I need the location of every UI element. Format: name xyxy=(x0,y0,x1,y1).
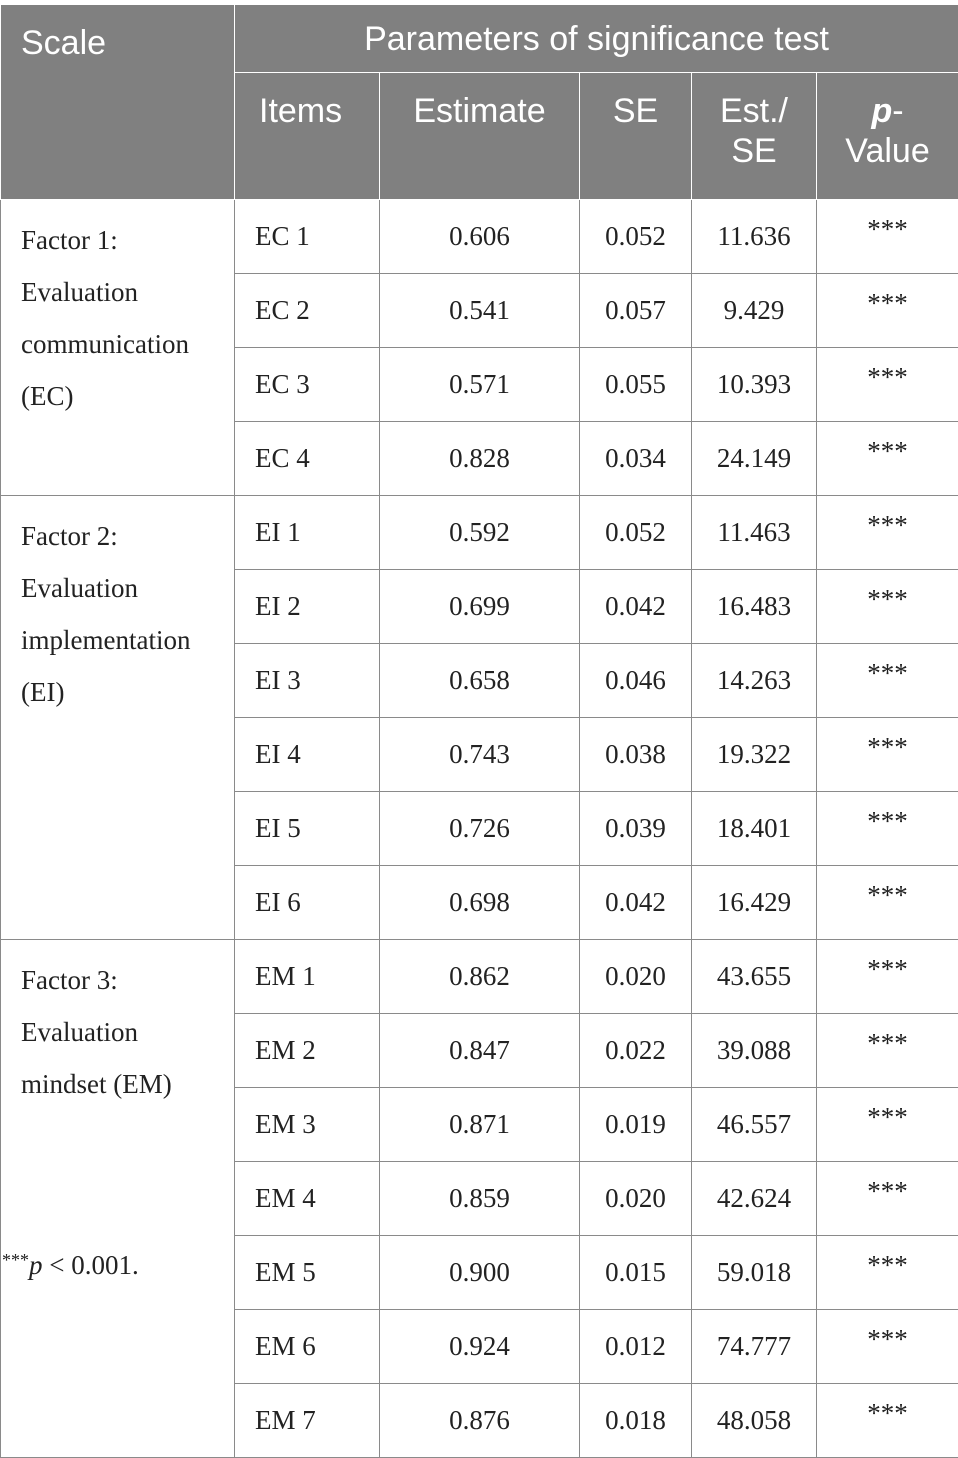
header-p-dash: - xyxy=(892,92,903,130)
estimate-cell: 0.658 xyxy=(380,644,580,718)
estimate-cell: 0.606 xyxy=(380,200,580,274)
item-cell: EM 6 xyxy=(235,1310,380,1384)
se-cell: 0.039 xyxy=(580,792,692,866)
se-cell: 0.015 xyxy=(580,1236,692,1310)
est-se-cell: 19.322 xyxy=(692,718,817,792)
item-cell: EI 5 xyxy=(235,792,380,866)
header-p-letter: p xyxy=(871,92,892,130)
scale-label-line: (EI) xyxy=(21,666,226,718)
estimate-cell: 0.698 xyxy=(380,866,580,940)
table-row xyxy=(1,496,958,570)
table-header xyxy=(1,5,958,200)
se-cell: 0.018 xyxy=(580,1384,692,1458)
item-cell: EC 1 xyxy=(235,200,380,274)
header-items: Items xyxy=(235,73,380,200)
scale-label-line: Factor 3: xyxy=(21,954,226,1006)
se-cell: 0.042 xyxy=(580,570,692,644)
scale-label-line: Evaluation xyxy=(21,562,226,614)
est-se-cell: 46.557 xyxy=(692,1088,817,1162)
p-value-cell: *** xyxy=(817,496,958,570)
se-cell: 0.020 xyxy=(580,1162,692,1236)
header-scale: Scale xyxy=(1,5,235,200)
header-est-se-bottom: SE xyxy=(731,132,776,170)
estimate-cell: 0.699 xyxy=(380,570,580,644)
se-cell: 0.055 xyxy=(580,348,692,422)
table-footnote xyxy=(2,1250,139,1281)
header-p-value xyxy=(817,73,958,200)
header-est-se-top: Est./ xyxy=(720,92,788,130)
se-cell: 0.020 xyxy=(580,940,692,1014)
estimate-cell: 0.859 xyxy=(380,1162,580,1236)
se-cell: 0.052 xyxy=(580,200,692,274)
p-value-cell: *** xyxy=(817,570,958,644)
item-cell: EI 2 xyxy=(235,570,380,644)
se-cell: 0.019 xyxy=(580,1088,692,1162)
estimate-cell: 0.924 xyxy=(380,1310,580,1384)
scale-label-line: Factor 1: xyxy=(21,214,226,266)
footnote-p: p xyxy=(29,1250,43,1280)
se-cell: 0.022 xyxy=(580,1014,692,1088)
se-cell: 0.034 xyxy=(580,422,692,496)
p-value-cell: *** xyxy=(817,1162,958,1236)
est-se-cell: 24.149 xyxy=(692,422,817,496)
p-value-cell: *** xyxy=(817,792,958,866)
header-se: SE xyxy=(580,73,692,200)
est-se-cell: 43.655 xyxy=(692,940,817,1014)
p-value-cell: *** xyxy=(817,644,958,718)
table-row xyxy=(1,200,958,274)
item-cell: EM 1 xyxy=(235,940,380,1014)
se-cell: 0.012 xyxy=(580,1310,692,1384)
item-cell: EI 3 xyxy=(235,644,380,718)
estimate-cell: 0.592 xyxy=(380,496,580,570)
p-value-cell: *** xyxy=(817,1236,958,1310)
footnote-stars: *** xyxy=(2,1250,29,1270)
estimate-cell: 0.871 xyxy=(380,1088,580,1162)
item-cell: EI 4 xyxy=(235,718,380,792)
p-value-cell: *** xyxy=(817,1384,958,1458)
item-cell: EM 5 xyxy=(235,1236,380,1310)
se-cell: 0.052 xyxy=(580,496,692,570)
scale-factor-cell xyxy=(1,200,235,496)
item-cell: EC 2 xyxy=(235,274,380,348)
est-se-cell: 10.393 xyxy=(692,348,817,422)
scale-factor-cell xyxy=(1,496,235,940)
est-se-cell: 42.624 xyxy=(692,1162,817,1236)
estimate-cell: 0.541 xyxy=(380,274,580,348)
est-se-cell: 11.636 xyxy=(692,200,817,274)
table-body xyxy=(1,200,958,1458)
est-se-cell: 48.058 xyxy=(692,1384,817,1458)
se-cell: 0.042 xyxy=(580,866,692,940)
est-se-cell: 11.463 xyxy=(692,496,817,570)
header-p-bottom: Value xyxy=(845,132,929,170)
p-value-cell: *** xyxy=(817,1310,958,1384)
estimate-cell: 0.847 xyxy=(380,1014,580,1088)
scale-label-line: implementation xyxy=(21,614,226,666)
est-se-cell: 16.483 xyxy=(692,570,817,644)
se-cell: 0.057 xyxy=(580,274,692,348)
estimate-cell: 0.571 xyxy=(380,348,580,422)
est-se-cell: 74.777 xyxy=(692,1310,817,1384)
header-estimate: Estimate xyxy=(380,73,580,200)
p-value-cell: *** xyxy=(817,718,958,792)
item-cell: EM 3 xyxy=(235,1088,380,1162)
p-value-cell: *** xyxy=(817,1088,958,1162)
item-cell: EM 4 xyxy=(235,1162,380,1236)
p-value-cell: *** xyxy=(817,866,958,940)
item-cell: EC 4 xyxy=(235,422,380,496)
scale-label-line: communication xyxy=(21,318,226,370)
p-value-cell: *** xyxy=(817,348,958,422)
estimate-cell: 0.743 xyxy=(380,718,580,792)
p-value-cell: *** xyxy=(817,200,958,274)
se-cell: 0.038 xyxy=(580,718,692,792)
est-se-cell: 9.429 xyxy=(692,274,817,348)
estimate-cell: 0.862 xyxy=(380,940,580,1014)
est-se-cell: 14.263 xyxy=(692,644,817,718)
estimate-cell: 0.828 xyxy=(380,422,580,496)
item-cell: EM 7 xyxy=(235,1384,380,1458)
item-cell: EI 6 xyxy=(235,866,380,940)
footnote-text: < 0.001. xyxy=(43,1250,139,1280)
p-value-cell: *** xyxy=(817,274,958,348)
scale-factor-cell xyxy=(1,940,235,1458)
header-parameters: Parameters of significance test xyxy=(235,5,958,73)
p-value-cell: *** xyxy=(817,940,958,1014)
est-se-cell: 18.401 xyxy=(692,792,817,866)
estimate-cell: 0.900 xyxy=(380,1236,580,1310)
scale-label-line: Evaluation xyxy=(21,266,226,318)
item-cell: EC 3 xyxy=(235,348,380,422)
estimate-cell: 0.876 xyxy=(380,1384,580,1458)
est-se-cell: 16.429 xyxy=(692,866,817,940)
item-cell: EM 2 xyxy=(235,1014,380,1088)
header-est-se xyxy=(692,73,817,200)
scale-label-line: Evaluation xyxy=(21,1006,226,1058)
se-cell: 0.046 xyxy=(580,644,692,718)
p-value-cell: *** xyxy=(817,1014,958,1088)
p-value-cell: *** xyxy=(817,422,958,496)
item-cell: EI 1 xyxy=(235,496,380,570)
est-se-cell: 59.018 xyxy=(692,1236,817,1310)
estimate-cell: 0.726 xyxy=(380,792,580,866)
scale-label-line: (EC) xyxy=(21,370,226,422)
table-row xyxy=(1,940,958,1014)
scale-label-line: Factor 2: xyxy=(21,510,226,562)
est-se-cell: 39.088 xyxy=(692,1014,817,1088)
significance-table xyxy=(0,4,958,1458)
scale-label-line: mindset (EM) xyxy=(21,1058,226,1110)
